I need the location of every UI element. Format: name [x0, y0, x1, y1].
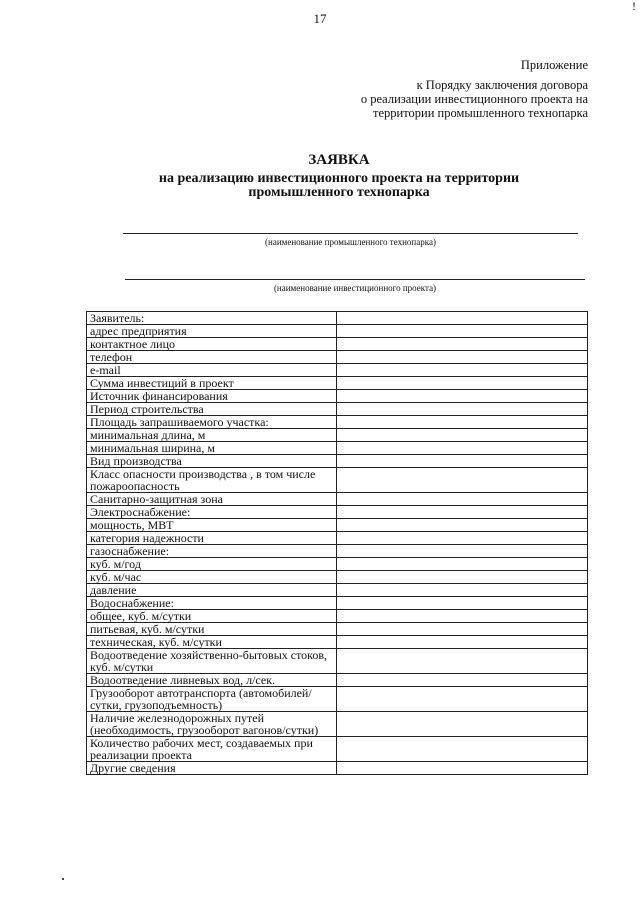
appendix-title: Приложение	[520, 58, 588, 72]
table-row	[87, 468, 588, 493]
row-value-field[interactable]	[337, 364, 588, 377]
table-row	[87, 312, 588, 325]
table-row	[87, 558, 588, 571]
row-label: Количество рабочих мест, создаваемых при реализации проекта	[87, 737, 337, 762]
row-label: общее, куб. м/сутки	[87, 610, 337, 623]
row-label: питьевая, куб. м/сутки	[87, 623, 337, 636]
table-row	[87, 674, 588, 687]
row-label: газоснабжение:	[87, 545, 337, 558]
appendix-line: территории промышленного технопарка	[373, 106, 588, 120]
technopark-name-field[interactable]	[123, 233, 578, 234]
table-row	[87, 506, 588, 519]
appendix-line: о реализации инвестиционного проекта на	[360, 92, 588, 106]
row-label: техническая, куб. м/сутки	[87, 636, 337, 649]
row-value-field[interactable]	[337, 351, 588, 364]
row-value-field[interactable]	[337, 532, 588, 545]
row-label: Грузооборот автотранспорта (автомобилей/сутки, грузоподъемность)	[87, 687, 337, 712]
table-row	[87, 493, 588, 506]
table-row	[87, 545, 588, 558]
row-value-field[interactable]	[337, 506, 588, 519]
table-row	[87, 403, 588, 416]
project-name-field[interactable]	[125, 279, 585, 280]
row-value-field[interactable]	[337, 416, 588, 429]
row-label: Вид производства	[87, 455, 337, 468]
row-value-field[interactable]	[337, 545, 588, 558]
subtitle-line: промышленного технопарка	[248, 185, 430, 200]
row-label: куб. м/час	[87, 571, 337, 584]
row-label: Водоотведение ливневых вод, л/сек.	[87, 674, 337, 687]
row-label: Площадь запрашиваемого участка:	[87, 416, 337, 429]
row-label: Санитарно-защитная зона	[87, 493, 337, 506]
row-value-field[interactable]	[337, 442, 588, 455]
table-row	[87, 610, 588, 623]
table-row	[87, 429, 588, 442]
row-value-field[interactable]	[337, 636, 588, 649]
table-row	[87, 390, 588, 403]
row-value-field[interactable]	[337, 519, 588, 532]
row-value-field[interactable]	[337, 597, 588, 610]
row-label: мощность, МВТ	[87, 519, 337, 532]
table-row	[87, 364, 588, 377]
table-row	[87, 649, 588, 674]
table-row	[87, 519, 588, 532]
row-value-field[interactable]	[337, 610, 588, 623]
row-value-field[interactable]	[337, 584, 588, 597]
row-label: Другие сведения	[87, 762, 337, 775]
application-table	[86, 311, 588, 775]
row-value-field[interactable]	[337, 455, 588, 468]
row-label: давление	[87, 584, 337, 597]
row-label: контактное лицо	[87, 338, 337, 351]
table-row	[87, 325, 588, 338]
row-value-field[interactable]	[337, 762, 588, 775]
row-label: адрес предприятия	[87, 325, 337, 338]
row-label: Сумма инвестиций в проект	[87, 377, 337, 390]
row-label: Электроснабжение:	[87, 506, 337, 519]
table-row	[87, 737, 588, 762]
row-label: Наличие железнодорожных путей (необходимость, грузооборот вагонов/сутки)	[87, 712, 337, 737]
row-value-field[interactable]	[337, 674, 588, 687]
table-row	[87, 712, 588, 737]
row-label: Период строительства	[87, 403, 337, 416]
row-label: телефон	[87, 351, 337, 364]
project-caption: (наименование инвестиционного проекта)	[273, 283, 437, 293]
row-label: Заявитель:	[87, 312, 337, 325]
row-value-field[interactable]	[337, 429, 588, 442]
row-value-field[interactable]	[337, 649, 588, 674]
row-value-field[interactable]	[337, 338, 588, 351]
technopark-caption: (наименование промышленного технопарка)	[265, 237, 436, 247]
row-value-field[interactable]	[337, 403, 588, 416]
row-value-field[interactable]	[337, 737, 588, 762]
table-row	[87, 584, 588, 597]
edge-mark: !	[632, 0, 636, 13]
row-label: минимальная длина, м	[87, 429, 337, 442]
row-label: Водоотведение хозяйственно-бытовых стоков, куб. м/сутки	[87, 649, 337, 674]
table-row	[87, 636, 588, 649]
table-row	[87, 762, 588, 775]
row-label: Водоснабжение:	[87, 597, 337, 610]
row-value-field[interactable]	[337, 623, 588, 636]
document-title: ЗАЯВКА	[308, 152, 370, 168]
subtitle-line: на реализацию инвестиционного проекта на территории	[158, 171, 520, 186]
table-row	[87, 532, 588, 545]
table-row	[87, 623, 588, 636]
table-row	[87, 455, 588, 468]
appendix-line: к Порядку заключения договора	[416, 78, 588, 92]
row-value-field[interactable]	[337, 377, 588, 390]
appendix-block	[361, 58, 588, 120]
document-subtitle	[0, 172, 640, 200]
table-row	[87, 571, 588, 584]
row-value-field[interactable]	[337, 493, 588, 506]
row-value-field[interactable]	[337, 325, 588, 338]
row-label: Класс опасности производства , в том числе пожароопасность	[87, 468, 337, 493]
table-row	[87, 597, 588, 610]
row-value-field[interactable]	[337, 312, 588, 325]
table-row	[87, 687, 588, 712]
scan-dot	[62, 878, 64, 880]
table-row	[87, 338, 588, 351]
table-row	[87, 442, 588, 455]
table-row	[87, 416, 588, 429]
row-value-field[interactable]	[337, 687, 588, 712]
row-label: минимальная ширина, м	[87, 442, 337, 455]
page-number: 17	[313, 11, 327, 26]
row-value-field[interactable]	[337, 712, 588, 737]
row-label: e-mail	[87, 364, 337, 377]
table-row	[87, 377, 588, 390]
row-value-field[interactable]	[337, 571, 588, 584]
table-row	[87, 351, 588, 364]
row-value-field[interactable]	[337, 468, 588, 493]
row-value-field[interactable]	[337, 390, 588, 403]
row-label: куб. м/год	[87, 558, 337, 571]
row-value-field[interactable]	[337, 558, 588, 571]
row-label: Источник финансирования	[87, 390, 337, 403]
row-label: категория надежности	[87, 532, 337, 545]
